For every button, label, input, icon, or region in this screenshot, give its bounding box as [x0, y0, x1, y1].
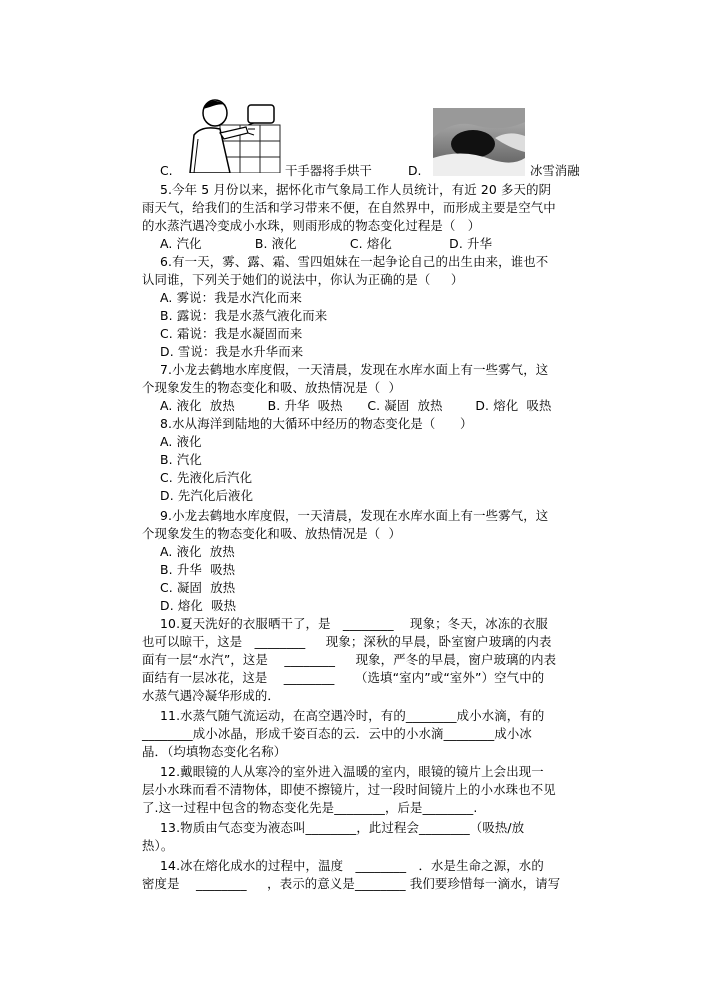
q9-option-a: A. 液化 放热: [160, 544, 235, 559]
q10-line-4: 面结有一层冰花，这是 ________ （选填“室内”或“室外”）空气中的: [142, 670, 545, 685]
option-c-text: 干手器将手烘干: [285, 163, 372, 178]
q12-line-3: 了.这一过程中包含的物态变化先是________，后是________.: [142, 800, 478, 815]
q6-option-c: C. 霜说：我是水凝固而来: [160, 326, 303, 341]
option-d-text: 冰雪消融: [530, 163, 580, 178]
q8-line-1: 8.水从海洋到陆地的大循环中经历的物态变化是（ ）: [160, 416, 473, 431]
q8-option-d: D. 先汽化后液化: [160, 488, 254, 503]
q11-line-1: 11.水蒸气随气流运动，在高空遇冷时，有的________成小水滴，有的: [160, 708, 545, 723]
q9-option-c: C. 凝固 放热: [160, 580, 236, 595]
q6-option-b: B. 露说：我是水蒸气液化而来: [160, 308, 328, 323]
option-c-label: C.: [160, 163, 173, 178]
q6-line-2: 认同谁，下列关于她们的说法中，你认为正确的是（ ）: [142, 272, 464, 287]
q10-line-2: 也可以晾干，这是 ________ 现象；深秋的早晨，卧室窗户玻璃的内表: [142, 634, 552, 649]
q11-line-2: ________成小冰晶，形成千姿百态的云．云中的小水滴________成小冰: [142, 726, 532, 741]
option-d-label: D.: [408, 163, 422, 178]
q8-option-a: A. 液化: [160, 434, 202, 449]
q12-line-2: 层小水珠而看不清物体，即使不擦镜片，过一段时间镜片上的小水珠也不见: [142, 782, 556, 797]
melting-ice-photo: [433, 108, 525, 176]
hand-dryer-illustration: [180, 95, 285, 173]
q5-line-1: 5.今年 5 月份以来，据怀化市气象局工作人员统计，有近 20 多天的阴: [160, 182, 552, 197]
q7-options: A. 液化 放热 B. 升华 吸热 C. 凝固 放热 D. 熔化 吸热: [160, 398, 552, 413]
q9-option-b: B. 升华 吸热: [160, 562, 236, 577]
q9-option-d: D. 熔化 吸热: [160, 598, 237, 613]
q7-line-2: 个现象发生的物态变化和吸、放热情况是（ ）: [142, 380, 401, 395]
q5-options: A. 汽化 B. 液化 C. 熔化 D. 升华: [160, 236, 493, 251]
q14-line-1: 14.冰在熔化成水的过程中，温度 ________ ．水是生命之源，水的: [160, 858, 544, 873]
q7-line-1: 7.小龙去鹤地水库度假，一天清晨，发现在水库水面上有一些雾气，这: [160, 362, 549, 377]
q13-line-1: 13.物质由气态变为液态叫________，此过程会________（吸热/放: [160, 820, 525, 835]
q9-line-2: 个现象发生的物态变化和吸、放热情况是（ ）: [142, 526, 401, 541]
q9-line-1: 9.小龙去鹤地水库度假，一天清晨，发现在水库水面上有一些雾气，这: [160, 508, 549, 523]
q10-line-1: 10.夏天洗好的衣服晒干了，是 ________ 现象；冬天，冰冻的衣服: [160, 616, 548, 631]
q12-line-1: 12.戴眼镜的人从寒冷的室外进入温暖的室内，眼镜的镜片上会出现一: [160, 764, 544, 779]
q14-line-2: 密度是 ________ ，表示的意义是________ 我们要珍惜每一滴水，请写: [142, 876, 561, 891]
q6-option-a: A. 雾说：我是水汽化而来: [160, 290, 302, 305]
q8-option-b: B. 汽化: [160, 452, 202, 467]
q13-line-2: 热）。: [142, 838, 174, 853]
q11-line-3: 晶．（均填物态变化名称）: [142, 744, 287, 759]
q5-line-3: 的水蒸汽遇冷变成小水珠，则雨形成的物态变化过程是（ ）: [142, 218, 481, 233]
q6-line-1: 6.有一天，雾、露、霜、雪四姐妹在一起争论自己的出生由来，谁也不: [160, 254, 549, 269]
q6-option-d: D. 雪说：我是水升华而来: [160, 344, 304, 359]
q10-line-3: 面有一层“水汽”，这是 ________ 现象，严冬的早晨，窗户玻璃的内表: [142, 652, 557, 667]
q10-line-5: 水蒸气遇冷凝华形成的．: [142, 688, 280, 703]
q5-line-2: 雨天气，给我们的生活和学习带来不便，在自然界中，而形成主要是空气中: [142, 200, 556, 215]
q8-option-c: C. 先液化后汽化: [160, 470, 253, 485]
